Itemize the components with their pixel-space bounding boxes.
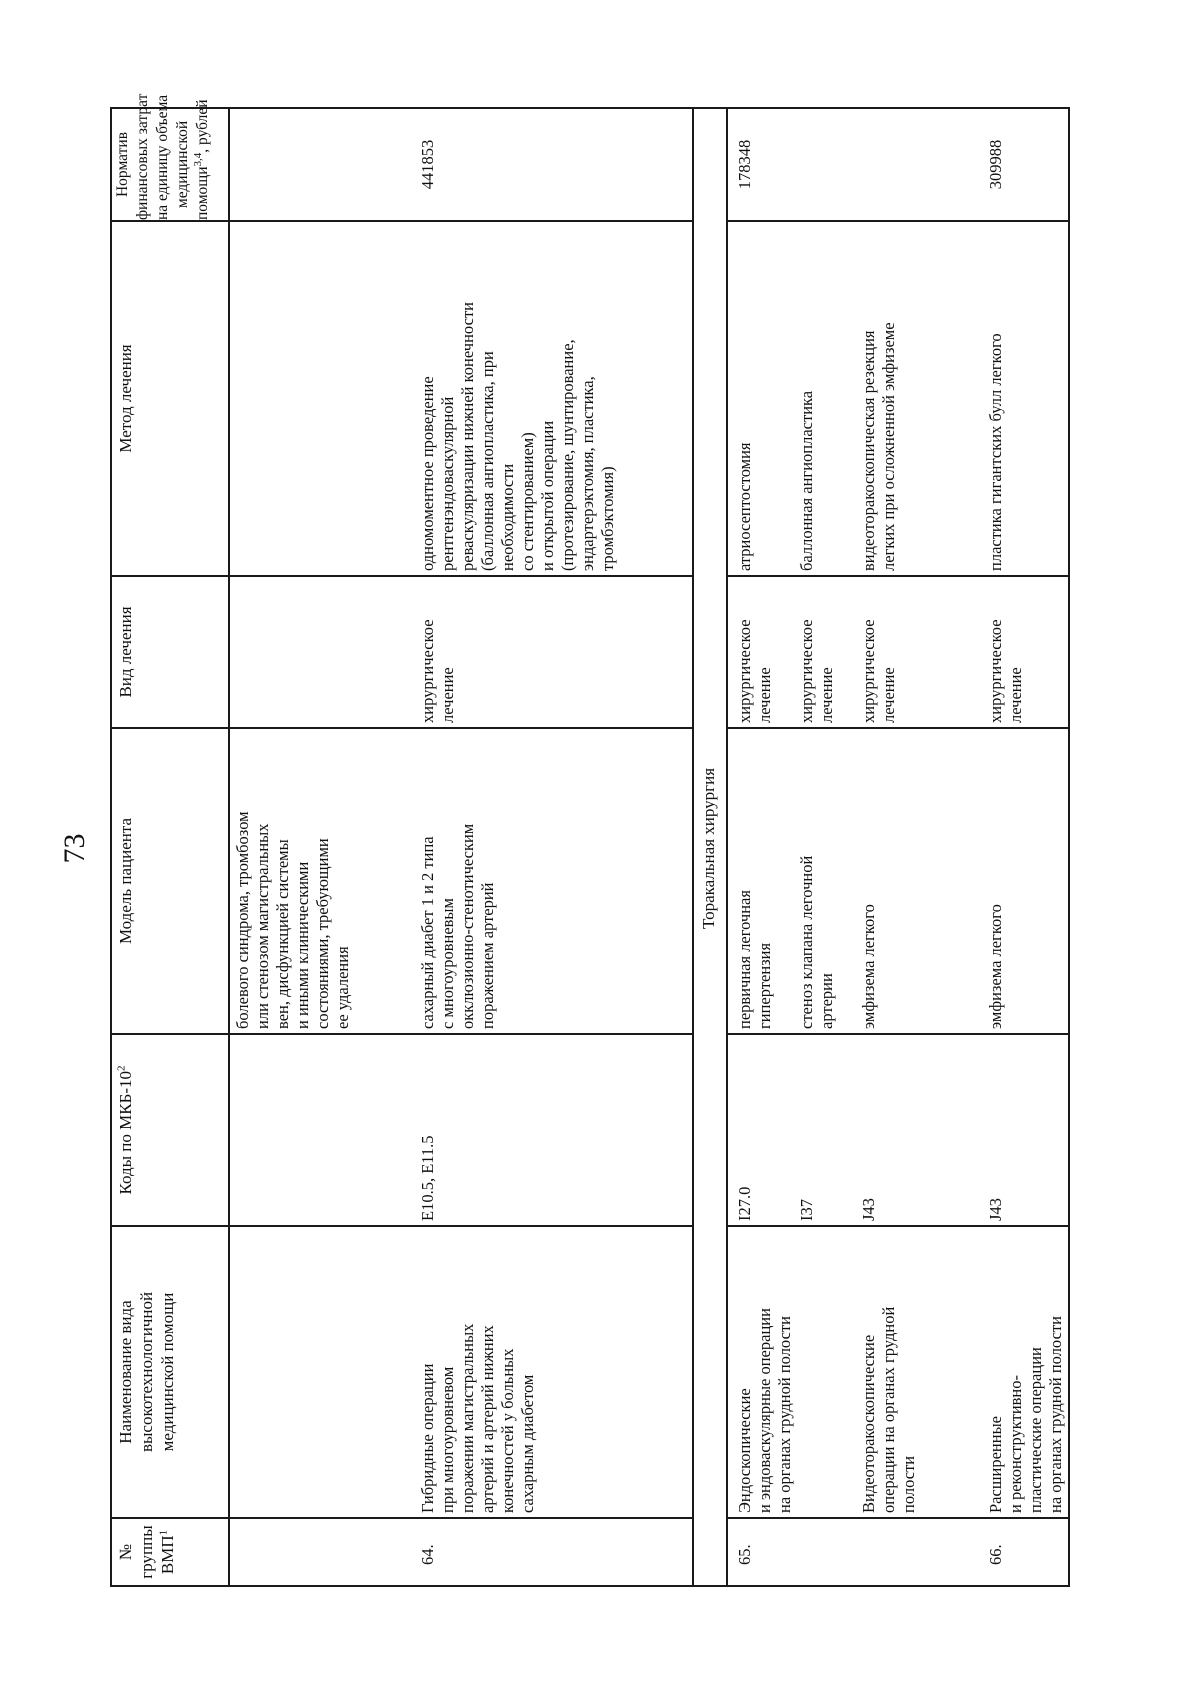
header-cost-footnote: 3,4 <box>191 152 204 167</box>
group65-row2-type-line: хирургическое <box>797 619 816 723</box>
group65-row2-method: баллонная ангиопластика <box>797 390 816 571</box>
group65-row1-code: I27.0 <box>735 1186 754 1221</box>
group65-row2-type-line: лечение <box>817 667 836 723</box>
col-sep-model <box>110 727 692 729</box>
group65-row2-model-line: стеноз клапана легочной <box>797 855 816 1029</box>
header-codes <box>115 1035 136 1225</box>
col-sep-codes-b <box>726 1033 1070 1035</box>
header-num-line: группы <box>137 1525 156 1579</box>
continuation-model-line: вен, дисфункцией системы <box>273 839 292 1029</box>
group64-name <box>418 1324 538 1513</box>
group64-method-line: (протезирование, шунтирование, <box>558 339 577 571</box>
group65-row2-model-line: артерии <box>817 973 836 1029</box>
header-cost-text: помощи <box>194 166 211 220</box>
group64-model-line: поражением артерий <box>478 882 497 1029</box>
header-model-text: Модель пациента <box>116 817 135 945</box>
group65-name-a <box>735 1308 795 1513</box>
group65-row1-method: атриосептостомия <box>735 442 754 571</box>
section-separator-top <box>692 107 694 1587</box>
group64-name-line: артерий и артерий нижних <box>478 1325 497 1513</box>
group65-row3-code: J43 <box>859 1198 878 1221</box>
group65-row1-type-line: хирургическое <box>735 619 754 723</box>
table-border-top <box>110 107 112 1587</box>
group64-method-line: (баллонная ангиопластика, при <box>478 351 497 571</box>
col-sep-type-b <box>726 575 1070 577</box>
header-cost-line: финансовых затрат <box>134 93 151 220</box>
group65-row3-method-line: легких при осложненной эмфиземе <box>879 322 898 571</box>
header-codes-text: Коды по МКБ-10 <box>116 1070 135 1195</box>
group64-name-line: Гибридные операции <box>418 1363 437 1513</box>
col-sep-method <box>110 220 692 222</box>
group66-code: J43 <box>986 1198 1005 1221</box>
header-codes-footnote: 2 <box>115 1065 128 1071</box>
section-separator-bottom <box>726 107 728 1587</box>
group66-name-line: на органах грудной полости <box>1046 1316 1065 1513</box>
group65-row2-type <box>797 619 837 723</box>
group64-method-line: необходимости <box>498 463 517 571</box>
group64-num: 64. <box>418 1544 437 1565</box>
header-num-line <box>157 1519 178 1585</box>
group64-model-line: окклюзионно-стенотическим <box>458 823 477 1029</box>
group64-method-line: тромбэктомия) <box>598 466 617 571</box>
header-name-line: Наименование вида <box>116 1300 135 1444</box>
group65-row1-type <box>735 619 775 723</box>
group65-name-line: операции на органах грудной <box>879 1306 898 1513</box>
group64-method-line: и открытой операции <box>538 420 557 571</box>
header-cost-line: Норматив <box>114 131 131 198</box>
col-sep-name-b <box>726 1225 1070 1227</box>
group65-num: 65. <box>735 1544 754 1565</box>
group65-row3-method-line: видеоторакоскопическая резекция <box>859 330 878 571</box>
group64-cost: 441853 <box>418 139 437 190</box>
group64-method-line: рентгенэндоваскулярной <box>438 396 457 571</box>
continuation-model-line: состояниями, требующими <box>313 838 332 1029</box>
header-separator <box>228 107 230 1587</box>
continuation-model-line: ее удаления <box>333 946 352 1029</box>
group65-row2-code: I37 <box>797 1199 816 1221</box>
group66-name-line: Расширенные <box>986 1415 1005 1513</box>
continuation-model-line: и иными клиническими <box>293 861 312 1029</box>
group64-model-line: сахарный диабет 1 и 2 типа <box>418 836 437 1029</box>
group66-cost: 309988 <box>986 139 1005 190</box>
group66-type-line: лечение <box>1006 667 1025 723</box>
group64-type-line: лечение <box>438 667 457 723</box>
header-cost-line: медицинской <box>174 120 191 209</box>
group65-row3-type-line: лечение <box>879 667 898 723</box>
group64-method <box>418 302 618 571</box>
section-title: Торакальная хирургия <box>699 767 718 930</box>
group66-model: эмфизема легкого <box>986 904 1005 1029</box>
header-model <box>115 729 136 1033</box>
group64-codes: E10.5, E11.5 <box>418 1135 437 1221</box>
group64-method-line: одномоментное проведение <box>418 376 437 571</box>
group65-name-line: и эндоваскулярные операции <box>755 1308 774 1513</box>
header-num-line: № <box>116 1543 135 1561</box>
group64-model-line: с многоуровневым <box>438 898 457 1029</box>
group65-name-b <box>859 1307 919 1513</box>
group65-row3-model: эмфизема легкого <box>859 904 878 1029</box>
group65-name-line: Эндоскопические <box>735 1388 754 1513</box>
group66-type <box>986 619 1026 723</box>
group65-name-line: полости <box>899 1455 918 1513</box>
group65-cost: 178348 <box>735 139 754 190</box>
header-cost <box>113 93 213 220</box>
header-name-line: высокотехнологичной <box>137 1291 156 1453</box>
header-name <box>115 1227 178 1517</box>
group64-name-line: поражении магистральных <box>458 1323 477 1513</box>
header-type-text: Вид лечения <box>116 606 135 698</box>
header-method-text: Метод лечения <box>116 344 135 453</box>
group65-row1-model-line: гипертензия <box>755 942 774 1029</box>
col-sep-method-b <box>726 220 1070 222</box>
group64-name-line: при многоуровневом <box>438 1366 457 1513</box>
group65-row1-model-line: первичная легочная <box>735 890 754 1029</box>
col-sep-num <box>110 1517 692 1519</box>
continuation-model <box>233 811 353 1029</box>
col-sep-codes <box>110 1033 692 1035</box>
page-number: 73 <box>58 833 91 864</box>
group65-row1-type-line: лечение <box>755 667 774 723</box>
group65-row3-type-line: хирургическое <box>859 619 878 723</box>
header-type <box>115 577 136 727</box>
group66-method: пластика гигантских булл легкого <box>986 333 1005 571</box>
group66-name-line: и реконструктивно- <box>1006 1374 1025 1513</box>
group64-method-line: со стентированием) <box>518 432 537 571</box>
group66-name-line: пластические операции <box>1026 1347 1045 1513</box>
group65-row2-model <box>797 856 837 1029</box>
header-cost-tail: , рублей <box>194 99 211 153</box>
group64-name-line: конечностей у больных <box>498 1348 517 1513</box>
group66-num: 66. <box>986 1544 1005 1565</box>
header-num-text: ВМП <box>158 1535 177 1575</box>
header-method <box>115 222 136 575</box>
group64-type <box>418 619 458 723</box>
header-name-line: медицинской помощи <box>158 1292 177 1452</box>
col-sep-model-b <box>726 727 1070 729</box>
group65-row3-method <box>859 322 899 571</box>
col-sep-num-b <box>726 1517 1070 1519</box>
group65-row1-model <box>735 890 775 1029</box>
group64-model <box>418 824 498 1029</box>
header-num <box>115 1519 178 1585</box>
table-border-left <box>110 1585 1070 1587</box>
col-sep-name <box>110 1225 692 1227</box>
header-cost-line: на единицу объема <box>154 94 171 220</box>
group65-name-line: на органах грудной полости <box>775 1316 794 1513</box>
continuation-model-line: болевого синдрома, тромбозом <box>233 811 252 1029</box>
group66-type-line: хирургическое <box>986 619 1005 723</box>
col-sep-type <box>110 575 692 577</box>
group66-name <box>986 1316 1066 1513</box>
group64-method-line: реваскуляризации нижней конечности <box>458 302 477 571</box>
group64-name-line: сахарным диабетом <box>518 1374 537 1513</box>
group64-method-line: эндартерэктомия, пластика, <box>578 376 597 571</box>
group65-name-line: Видеоторакоскопические <box>859 1334 878 1513</box>
header-cost-line <box>191 99 213 220</box>
table-border-right <box>110 107 1070 109</box>
group64-type-line: хирургическое <box>418 619 437 723</box>
table-border-bottom <box>1068 107 1070 1587</box>
header-num-footnote: 1 <box>157 1529 170 1536</box>
group65-row3-type <box>859 619 899 723</box>
continuation-model-line: или стенозом магистральных <box>253 823 272 1029</box>
